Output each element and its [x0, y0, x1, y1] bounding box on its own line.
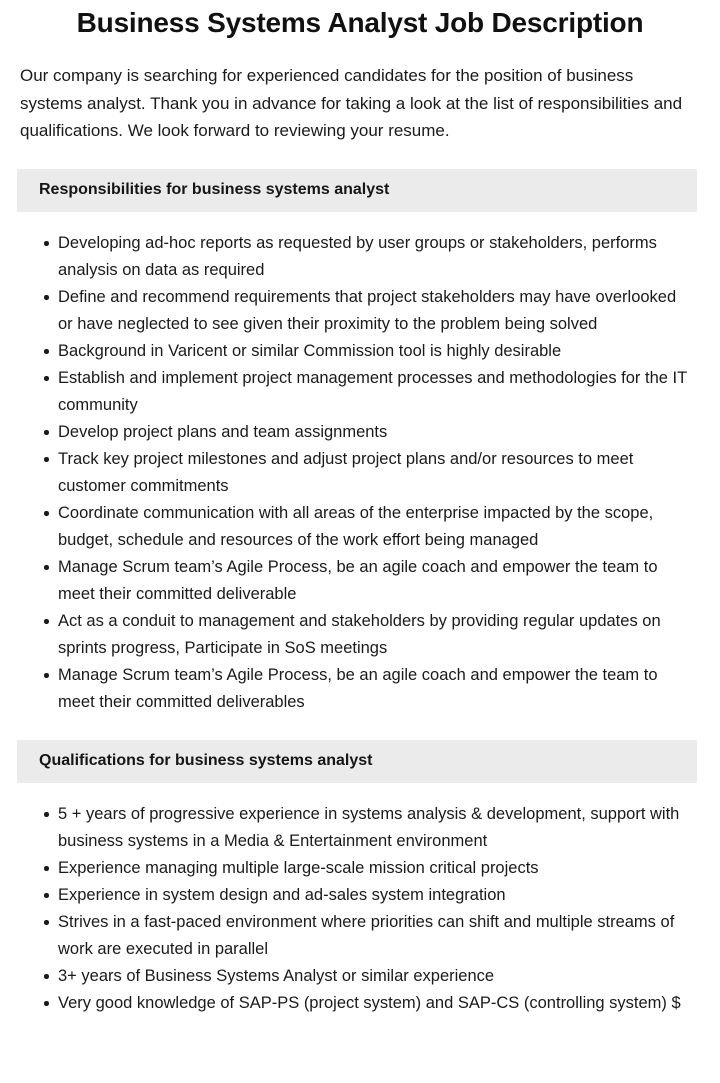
responsibilities-list: [0, 212, 720, 716]
list-item: Experience in system design and ad-sales system integration: [0, 882, 720, 909]
list-item: Develop project plans and team assignments: [0, 419, 720, 446]
section-qualifications: [0, 740, 720, 1017]
qualifications-list: [0, 783, 720, 1017]
page-title: Business Systems Analyst Job Description: [76, 7, 644, 38]
list-item: Manage Scrum team’s Agile Process, be an agile coach and empower the team to meet their committed deliverable: [0, 554, 720, 608]
section-heading-responsibilities: Responsibilities for business systems analyst: [17, 169, 697, 212]
list-item: Track key project milestones and adjust project plans and/or resources to meet customer commitments: [0, 446, 720, 500]
list-item: Coordinate communication with all areas of the enterprise impacted by the scope, budget, schedule and resources of the work effort being managed: [0, 500, 720, 554]
list-item: Act as a conduit to management and stakeholders by providing regular updates on sprints progress, Participate in SoS meetings: [0, 608, 720, 662]
list-item: Developing ad-hoc reports as requested by user groups or stakeholders, performs analysis on data as required: [0, 230, 720, 284]
list-item: Background in Varicent or similar Commission tool is highly desirable: [0, 338, 720, 365]
list-item: Establish and implement project management processes and methodologies for the IT community: [0, 365, 720, 419]
list-item: Very good knowledge of SAP-PS (project system) and SAP-CS (controlling system) $: [0, 990, 720, 1017]
list-item: Define and recommend requirements that project stakeholders may have overlooked or have neglected to see given their proximity to the problem being solved: [0, 284, 720, 338]
list-item: Manage Scrum team’s Agile Process, be an agile coach and empower the team to meet their committed deliverables: [0, 662, 720, 716]
list-item: 5 + years of progressive experience in systems analysis & development, support with business systems in a Media & Entertainment environment: [0, 801, 720, 855]
section-heading-qualifications: Qualifications for business systems analyst: [17, 740, 697, 783]
list-item: Strives in a fast-paced environment where priorities can shift and multiple streams of work are executed in parallel: [0, 909, 720, 963]
list-item: 3+ years of Business Systems Analyst or similar experience: [0, 963, 720, 990]
intro-paragraph: Our company is searching for experienced candidates for the position of business systems analyst. Thank you in advance for taking a look at the list of responsibilities and qualifications. We look forward to reviewing your resume.: [20, 66, 683, 140]
section-responsibilities: [0, 169, 720, 716]
list-item: Experience managing multiple large-scale mission critical projects: [0, 855, 720, 882]
